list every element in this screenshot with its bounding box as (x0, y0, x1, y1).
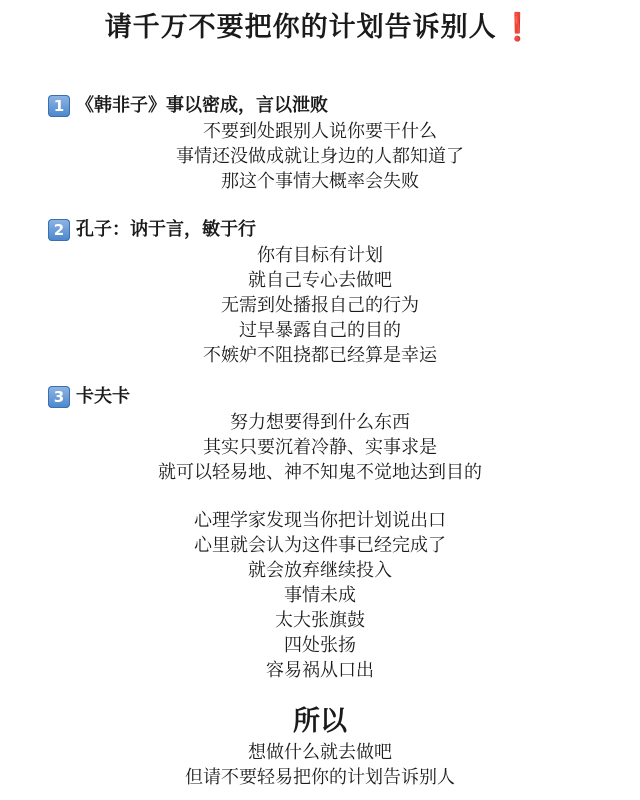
body-line: 容易祸从口出 (266, 660, 374, 681)
body-line: 四处张扬 (284, 635, 356, 656)
section-3-heading (48, 383, 130, 411)
conclusion-heading: 所以 (293, 706, 347, 737)
body-line: 不要到处跟别人说你要干什么 (203, 121, 437, 142)
body-line: 但请不要轻易把你的计划告诉别人 (185, 767, 455, 788)
body-line: 那这个事情大概率会失败 (221, 171, 419, 192)
exclamation-icon: ❗ (500, 12, 536, 43)
body-line: 过早暴露自己的目的 (239, 320, 401, 341)
body-line: 不嫉妒不阻挠都已经算是幸运 (203, 345, 437, 366)
section-1-heading-text: 《韩非子》事以密成，言以泄败 (76, 95, 328, 116)
number-2-icon: 2 (48, 219, 70, 241)
body-line: 就会放弃继续投入 (248, 560, 392, 581)
body-line: 无需到处播报自己的行为 (221, 295, 419, 316)
body-line: 事情未成 (284, 585, 356, 606)
section-2-heading-text: 孔子：讷于言，敏于行 (76, 219, 256, 240)
page-title (0, 10, 640, 46)
section-3-body (0, 410, 640, 485)
body-line: 想做什么就去做吧 (248, 742, 392, 763)
body-line: 太大张旗鼓 (275, 610, 365, 631)
body-line: 就自己专心去做吧 (248, 270, 392, 291)
section-2-body (0, 243, 640, 368)
body-line: 就可以轻易地、神不知鬼不觉地达到目的 (158, 462, 482, 483)
section-1-body (0, 119, 640, 194)
number-3-icon: 3 (48, 386, 70, 408)
section-1-heading (48, 92, 328, 120)
conclusion-body (0, 740, 640, 790)
body-line: 心理学家发现当你把计划说出口 (194, 510, 446, 531)
number-1-icon: 1 (48, 95, 70, 117)
section-3-heading-text: 卡夫卡 (76, 386, 130, 407)
body-line: 心里就会认为这件事已经完成了 (194, 535, 446, 556)
body-line: 你有目标有计划 (257, 245, 383, 266)
body-line: 努力想要得到什么东西 (230, 412, 410, 433)
body-line: 事情还没做成就让身边的人都知道了 (176, 146, 464, 167)
psychology-body (0, 508, 640, 683)
section-2-heading (48, 216, 256, 244)
body-line: 其实只要沉着冷静、实事求是 (203, 437, 437, 458)
title-text: 请千万不要把你的计划告诉别人 (104, 12, 497, 43)
